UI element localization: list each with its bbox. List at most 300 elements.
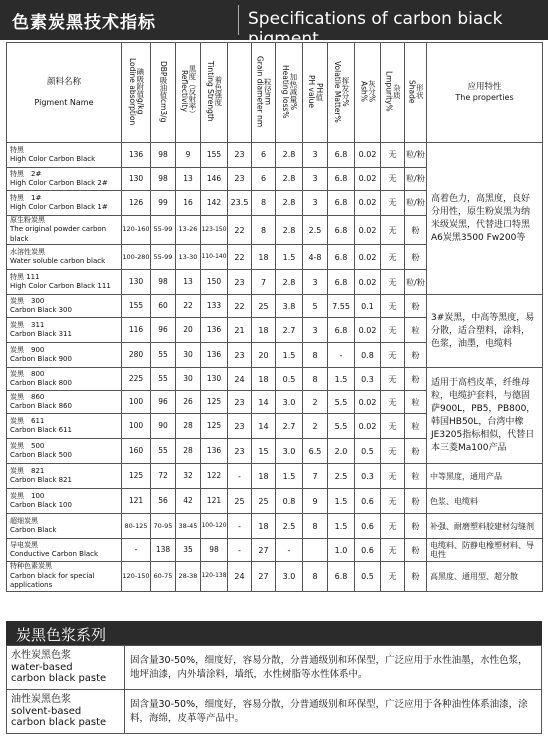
pigment-name-cn: 特黑 2# xyxy=(10,169,42,178)
cell-imp: 无 xyxy=(381,343,405,368)
cell-shade: 粉 xyxy=(405,562,427,591)
cell-loss: 2.8 xyxy=(276,191,303,216)
cell-ash: 0.02 xyxy=(355,414,381,439)
cell-ash: 0.02 xyxy=(355,216,381,245)
properties-cell: 补强、耐磨塑料胶建材勾缝剂 xyxy=(427,514,543,539)
cell-tint: 121 xyxy=(201,489,228,514)
cell-ash: 0.02 xyxy=(355,168,381,191)
cell-shade: 粉 xyxy=(405,439,427,464)
cell-ph: 2 xyxy=(303,391,328,414)
title-cn: 色素炭黑技术指标 xyxy=(12,13,156,33)
spec-row xyxy=(7,539,543,562)
paste-name-en2: carbon black paste xyxy=(11,717,107,729)
pigment-name-en: Carbon Black 100 xyxy=(10,501,72,510)
col-shade-en: Shade xyxy=(407,79,417,104)
pigment-name-cn: 炭黑 311 xyxy=(10,320,45,329)
cell-dbp: 55 xyxy=(151,343,176,368)
pigment-name-cell xyxy=(7,539,122,562)
spec-row xyxy=(7,464,543,489)
pigment-name-cn: 特种色素炭黑 xyxy=(10,562,52,571)
cell-mod: 23 xyxy=(228,270,252,295)
pigment-name-cell xyxy=(7,270,122,295)
cell-ash: 0.6 xyxy=(355,489,381,514)
cell-refl: 13 xyxy=(176,270,201,295)
cell-ash: 0.1 xyxy=(355,295,381,318)
pigment-name-cell xyxy=(7,245,122,270)
pigment-name-cn: 炭黑 500 xyxy=(10,441,45,450)
cell-iodine: 100 xyxy=(122,414,151,439)
cell-mod: 24 xyxy=(228,368,252,391)
cell-mod: 22 xyxy=(228,245,252,270)
cell-dbp: 55 xyxy=(151,439,176,464)
cell-iodine: 130 xyxy=(122,270,151,295)
cell-ash: 0.3 xyxy=(355,368,381,391)
cell-ph: 3 xyxy=(303,318,328,343)
pigment-name-cn: 原生粉炭黑 xyxy=(10,216,45,224)
cell-shade: 粉 xyxy=(405,368,427,391)
cell-loss: 1.5 xyxy=(276,245,303,270)
cell-shade: 粒/粉 xyxy=(405,143,427,168)
pigment-name-cn: 炭黑 300 xyxy=(10,296,45,305)
cell-imp: 无 xyxy=(381,514,405,539)
cell-imp: 无 xyxy=(381,216,405,245)
cell-tint: 155 xyxy=(201,143,228,168)
cell-shade: 粉 xyxy=(405,489,427,514)
cell-dbp: 96 xyxy=(151,318,176,343)
cell-refl: 9 xyxy=(176,143,201,168)
cell-refl: 28 xyxy=(176,439,201,464)
cell-vol: 6.8 xyxy=(328,318,355,343)
cell-iodine: 155 xyxy=(122,295,151,318)
cell-imp: 无 xyxy=(381,464,405,489)
col-tint-cn: 着色强度 xyxy=(213,76,223,107)
cell-dbp: 99 xyxy=(151,191,176,216)
cell-imp: 无 xyxy=(381,191,405,216)
cell-vol: - xyxy=(328,343,355,368)
cell-dbp: 55 xyxy=(151,368,176,391)
cell-refl: 42 xyxy=(176,489,201,514)
cell-dbp: 98 xyxy=(151,143,176,168)
pigment-name-cell xyxy=(7,464,122,489)
cell-refl: 32 xyxy=(176,464,201,489)
cell-refl: 30 xyxy=(176,368,201,391)
col-impurity xyxy=(381,43,405,143)
cell-shade: 粒 xyxy=(405,414,427,439)
cell-ph: 4-8 xyxy=(303,245,328,270)
cell-mod: 23 xyxy=(228,414,252,439)
cell-tint: 136 xyxy=(201,318,228,343)
paste-name-en1: solvent-based xyxy=(11,705,82,717)
cell-imp: 无 xyxy=(381,391,405,414)
cell-iodine: 160 xyxy=(122,439,151,464)
cell-dbp: 90 xyxy=(151,414,176,439)
cell-dbp: 96 xyxy=(151,391,176,414)
cell-vol: 2.0 xyxy=(328,439,355,464)
cell-grain: 7 xyxy=(252,270,276,295)
cell-loss: 2.7 xyxy=(276,318,303,343)
cell-loss: 2.5 xyxy=(276,514,303,539)
paste-name-cn: 水性炭黑色浆 xyxy=(11,650,71,662)
pigment-name-en: Carbon Black 300 xyxy=(10,306,72,315)
page-header xyxy=(0,0,548,49)
properties-cell: 中等黑度，通用产品 xyxy=(427,464,543,489)
pigment-name-en: High Color Carbon Black 2# xyxy=(10,179,108,187)
pigment-name-cell xyxy=(7,414,122,439)
cell-loss: 2.8 xyxy=(276,143,303,168)
cell-iodine: 100 xyxy=(122,391,151,414)
cell-shade: 粒 xyxy=(405,391,427,414)
spec-row xyxy=(7,562,543,591)
cell-grain: 25 xyxy=(252,295,276,318)
cell-grain: 8 xyxy=(252,191,276,216)
properties-cell: 3#炭黑，中高等黑度，易分散，适合塑料，涂料，色浆，油墨，电缆料 xyxy=(427,295,543,368)
pigment-name-en: Carbon Black 500 xyxy=(10,451,72,460)
cell-tint: 120-138 xyxy=(201,562,228,591)
cell-tint: 142 xyxy=(201,191,228,216)
col-imp-cn: 杂质 xyxy=(392,83,402,99)
cell-dbp: 56 xyxy=(151,489,176,514)
paste-name-solvent xyxy=(7,690,125,734)
cell-mod: 25 xyxy=(228,489,252,514)
cell-grain: 18 xyxy=(252,245,276,270)
cell-mod: 22 xyxy=(228,295,252,318)
cell-shade: 粒/粉 xyxy=(405,270,427,295)
cell-refl: 13 xyxy=(176,168,201,191)
cell-imp: 无 xyxy=(381,295,405,318)
cell-mod: 23 xyxy=(228,343,252,368)
pigment-name-cn: 特黑 111 xyxy=(10,272,40,281)
cell-refl: 13-26 xyxy=(176,216,201,245)
pigment-name-cn: 炭黑 900 xyxy=(10,345,45,354)
cell-loss: 3.0 xyxy=(276,391,303,414)
pigment-name-cell xyxy=(7,295,122,318)
pigment-name-en: Water soluble carbon black xyxy=(10,257,106,266)
col-ph-cn: PH值 xyxy=(314,82,324,101)
cell-ash: 0.02 xyxy=(355,318,381,343)
pigment-name-cell xyxy=(7,514,122,539)
cell-shade: 粉 xyxy=(405,245,427,270)
cell-iodine: 120-150 xyxy=(122,562,151,591)
cell-ash: 0.6 xyxy=(355,539,381,562)
pigment-name-en: Carbon Black 821 xyxy=(10,476,72,485)
col-prop-cn: 应用特性 xyxy=(467,82,502,93)
pigment-name-cell xyxy=(7,391,122,414)
cell-tint: 110-140 xyxy=(201,245,228,270)
cell-imp: 无 xyxy=(381,414,405,439)
cell-vol: 6.8 xyxy=(328,168,355,191)
paste-name-en1: water-based xyxy=(11,661,73,673)
cell-shade: 粉 xyxy=(405,514,427,539)
cell-dbp: 70-95 xyxy=(151,514,176,539)
cell-vol: 2.5 xyxy=(328,464,355,489)
cell-tint: 150 xyxy=(201,270,228,295)
cell-vol: 6.8 xyxy=(328,562,355,591)
pigment-name-cn: 导电炭黑 xyxy=(10,540,38,549)
cell-shade: 粉 xyxy=(405,343,427,368)
cell-refl: 35 xyxy=(176,539,201,562)
cell-ph: 8 xyxy=(303,562,328,591)
paste-table-water xyxy=(6,645,542,690)
pigment-name-cell xyxy=(7,168,122,191)
cell-ash: 0.5 xyxy=(355,439,381,464)
cell-ph: 6.5 xyxy=(303,439,328,464)
cell-loss: 0.5 xyxy=(276,368,303,391)
cell-dbp: 55-99 xyxy=(151,216,176,245)
col-properties xyxy=(427,43,543,143)
cell-mod: - xyxy=(228,514,252,539)
col-volatile xyxy=(328,43,355,143)
cell-loss: 1.5 xyxy=(276,464,303,489)
cell-iodine: 130 xyxy=(122,168,151,191)
pigment-name-cell xyxy=(7,489,122,514)
cell-ph: 8 xyxy=(303,514,328,539)
paste-name-cn: 油性炭黑色浆 xyxy=(11,694,71,706)
cell-ph: 8 xyxy=(303,368,328,391)
pigment-name-cn: 炭黑 860 xyxy=(10,392,45,401)
col-iodine-en: Lodine absorption xyxy=(128,57,137,126)
cell-dbp: 98 xyxy=(151,270,176,295)
spec-row xyxy=(7,368,543,391)
cell-mod: 22 xyxy=(228,216,252,245)
cell-vol: 6.8 xyxy=(328,191,355,216)
pigment-name-en: Carbon Black 311 xyxy=(10,330,72,339)
pigment-name-en: Carbon Black 860 xyxy=(10,402,72,411)
pigment-name-en: Carbon Black 800 xyxy=(10,379,72,388)
cell-ph: 3 xyxy=(303,191,328,216)
col-vol-en: Volatile Matter% xyxy=(333,60,342,123)
paste-section-header xyxy=(6,621,542,645)
cell-ph: 2 xyxy=(303,414,328,439)
cell-iodine: 126 xyxy=(122,191,151,216)
spec-row xyxy=(7,514,543,539)
cell-loss: 2.8 xyxy=(276,270,303,295)
cell-imp: 无 xyxy=(381,168,405,191)
pigment-name-cell xyxy=(7,143,122,168)
pigment-name-cell xyxy=(7,562,122,591)
col-reflectivity xyxy=(176,43,201,143)
col-pigment-name xyxy=(7,43,122,143)
cell-shade: 粒/粉 xyxy=(405,191,427,216)
col-name-en: Pigment Name xyxy=(34,97,94,107)
cell-imp: 无 xyxy=(381,489,405,514)
properties-cell: 高着色力，高黑度，良好分用性，原生粉炭黑为纳米级炭黑，代替进口特黑A6炭黑3500 Fw200等 xyxy=(427,143,543,295)
pigment-name-cn: 水溶性炭黑 xyxy=(10,247,45,256)
cell-loss: 2.8 xyxy=(276,168,303,191)
cell-tint: 123-150 xyxy=(201,216,228,245)
pigment-name-cn: 特黑 xyxy=(10,145,24,154)
cell-loss: 3.0 xyxy=(276,562,303,591)
paste-desc-solvent: 固含量30-50%，细度好，容易分散，分普通级别和环保型，广泛应用于各种油性体系油漆，涂料，海绵，皮革等产品中。 xyxy=(125,690,542,734)
pigment-name-cn: 超细炭黑 xyxy=(10,516,38,525)
col-shade xyxy=(405,43,427,143)
cell-grain: 8 xyxy=(252,216,276,245)
cell-tint: 100-120 xyxy=(201,514,228,539)
pigment-name-cell xyxy=(7,439,122,464)
cell-ash: 0.3 xyxy=(355,464,381,489)
cell-iodine: 80-125 xyxy=(122,514,151,539)
cell-mod: 23 xyxy=(228,391,252,414)
cell-vol: 1.5 xyxy=(328,368,355,391)
cell-dbp: 60 xyxy=(151,295,176,318)
cell-shade: 粉 xyxy=(405,216,427,245)
cell-ash: 0.02 xyxy=(355,143,381,168)
paste-name-en2: carbon black paste xyxy=(11,673,107,685)
cell-imp: 无 xyxy=(381,539,405,562)
spec-row xyxy=(7,295,543,318)
pigment-name-cell xyxy=(7,318,122,343)
cell-ash: 0.02 xyxy=(355,191,381,216)
cell-grain: 18 xyxy=(252,464,276,489)
cell-loss: 1.5 xyxy=(276,343,303,368)
cell-ph: 7 xyxy=(303,464,328,489)
col-name-cn: 颜料名称 xyxy=(46,77,81,88)
cell-refl: 13-30 xyxy=(176,245,201,270)
cell-refl: 28 xyxy=(176,414,201,439)
col-prop-en: The properties xyxy=(455,92,514,102)
cell-ph: 2.5 xyxy=(303,216,328,245)
col-loss-en: Heating loss% xyxy=(281,64,290,119)
col-tint xyxy=(201,43,228,143)
pigment-name-cell xyxy=(7,191,122,216)
cell-vol: 7.55 xyxy=(328,295,355,318)
properties-cell: 适用于高档皮革，纤维母粒，电缆护套料，与德固萨900L，PB5，PB800，韩国HB50L，台湾中橡JE3205指标相似，代替日本三菱Ma100产品 xyxy=(427,368,543,464)
cell-grain: 27 xyxy=(252,539,276,562)
cell-ph: 3 xyxy=(303,270,328,295)
cell-iodine: 121 xyxy=(122,489,151,514)
cell-mod: - xyxy=(228,464,252,489)
cell-loss: 3.0 xyxy=(276,439,303,464)
pigment-name-en: Conductive Carbon Black xyxy=(10,550,99,559)
title-en: Specifications of carbon biack pigment xyxy=(248,9,503,49)
cell-grain: 20 xyxy=(252,343,276,368)
paste-table-solvent xyxy=(6,689,542,734)
cell-ash: 0.02 xyxy=(355,245,381,270)
col-iodine xyxy=(122,43,151,143)
col-loss xyxy=(276,43,303,143)
spec-header-row xyxy=(7,43,543,143)
cell-ph: 3 xyxy=(303,168,328,191)
cell-mod: 23 xyxy=(228,168,252,191)
cell-dbp: 98 xyxy=(151,168,176,191)
cell-grain: 6 xyxy=(252,168,276,191)
cell-refl: 38-45 xyxy=(176,514,201,539)
cell-imp: 无 xyxy=(381,368,405,391)
properties-cell: 高黑度、通用型、超分散 xyxy=(427,562,543,591)
cell-loss: 3.8 xyxy=(276,295,303,318)
col-loss-cn: 加热减量% xyxy=(288,72,298,110)
cell-dbp: 138 xyxy=(151,539,176,562)
cell-iodine: 120-160 xyxy=(122,216,151,245)
cell-grain: 25 xyxy=(252,489,276,514)
cell-vol: 1.0 xyxy=(328,539,355,562)
cell-mod: 21 xyxy=(228,318,252,343)
spec-row xyxy=(7,143,543,168)
cell-tint: 136 xyxy=(201,343,228,368)
cell-ash: 0.8 xyxy=(355,343,381,368)
cell-ph: 5 xyxy=(303,295,328,318)
paste-row-water xyxy=(7,646,542,690)
col-iodine-cn: 碘吸附值g/kg xyxy=(135,68,145,115)
pigment-name-en: Carbon Black 900 xyxy=(10,355,72,364)
pigment-name-cn: 炭黑 100 xyxy=(10,491,45,500)
cell-vol: 6.8 xyxy=(328,270,355,295)
cell-tint: 146 xyxy=(201,168,228,191)
col-ph xyxy=(303,43,328,143)
cell-mod: 23.5 xyxy=(228,191,252,216)
paste-name-water xyxy=(7,646,125,690)
cell-refl: 28-38 xyxy=(176,562,201,591)
cell-vol: 1.5 xyxy=(328,489,355,514)
pigment-name-cn: 炭黑 800 xyxy=(10,369,45,378)
cell-ph xyxy=(303,539,328,562)
col-ash-cn: 灰分% xyxy=(367,80,377,103)
col-reflect-cn: 黑度（反射率） xyxy=(187,65,197,118)
cell-tint: 125 xyxy=(201,391,228,414)
cell-shade: 粒 xyxy=(405,318,427,343)
cell-ash: 0.6 xyxy=(355,514,381,539)
pigment-name-en: High Color Carbon Black xyxy=(10,155,96,163)
cell-vol: 1.5 xyxy=(328,514,355,539)
cell-imp: 无 xyxy=(381,439,405,464)
cell-tint: 130 xyxy=(201,368,228,391)
cell-grain: 14 xyxy=(252,391,276,414)
cell-imp: 无 xyxy=(381,143,405,168)
cell-imp: 无 xyxy=(381,562,405,591)
spec-table xyxy=(6,42,543,592)
cell-grain: 27 xyxy=(252,562,276,591)
cell-shade: 粉 xyxy=(405,539,427,562)
cell-imp: 无 xyxy=(381,318,405,343)
cell-iodine: 100-280 xyxy=(122,245,151,270)
col-imp-en: Lmpurity% xyxy=(384,71,394,112)
col-ash-en: Ash% xyxy=(359,80,369,102)
pigment-name-cell xyxy=(7,368,122,391)
cell-refl: 20 xyxy=(176,318,201,343)
col-grain-en: Grain diameter nm xyxy=(255,55,265,127)
cell-vol: 6.8 xyxy=(328,245,355,270)
cell-grain: 6 xyxy=(252,143,276,168)
cell-iodine: 125 xyxy=(122,464,151,489)
cell-ph: 3 xyxy=(303,143,328,168)
paste-desc-water: 固含量30-50%，细度好，容易分散，分普通级别和环保型，广泛应用于水性油墨，水性色浆，地坪油漆，内外墙涂料，墙纸，水性树脂等水性体系中。 xyxy=(125,646,542,690)
cell-loss: - xyxy=(276,539,303,562)
cell-tint: 98 xyxy=(201,539,228,562)
cell-loss: 0.8 xyxy=(276,489,303,514)
cell-refl: 22 xyxy=(176,295,201,318)
cell-loss: 2.7 xyxy=(276,414,303,439)
cell-grain: 18 xyxy=(252,318,276,343)
cell-refl: 30 xyxy=(176,343,201,368)
pigment-name-en: The original powder carbon black xyxy=(10,225,107,243)
cell-vol: 6.8 xyxy=(328,143,355,168)
cell-mod: - xyxy=(228,539,252,562)
cell-tint: 122 xyxy=(201,464,228,489)
cell-imp: 无 xyxy=(381,270,405,295)
cell-iodine: 280 xyxy=(122,343,151,368)
cell-dbp: 60-75 xyxy=(151,562,176,591)
pigment-name-en: Carbon Black 611 xyxy=(10,426,72,435)
pigment-name-en: High Color Carbon Black 1# xyxy=(10,203,108,211)
cell-iodine: 136 xyxy=(122,143,151,168)
cell-iodine: - xyxy=(122,539,151,562)
col-dbp-label: DBP吸油值cm3/g xyxy=(158,60,168,123)
col-dbp xyxy=(151,43,176,143)
col-ash xyxy=(355,43,381,143)
cell-mod: 23 xyxy=(228,143,252,168)
pigment-name-en: Carbon Black xyxy=(10,526,57,535)
pigment-name-en: Carbon black for special applications xyxy=(10,571,95,590)
pigment-name-cell xyxy=(7,343,122,368)
